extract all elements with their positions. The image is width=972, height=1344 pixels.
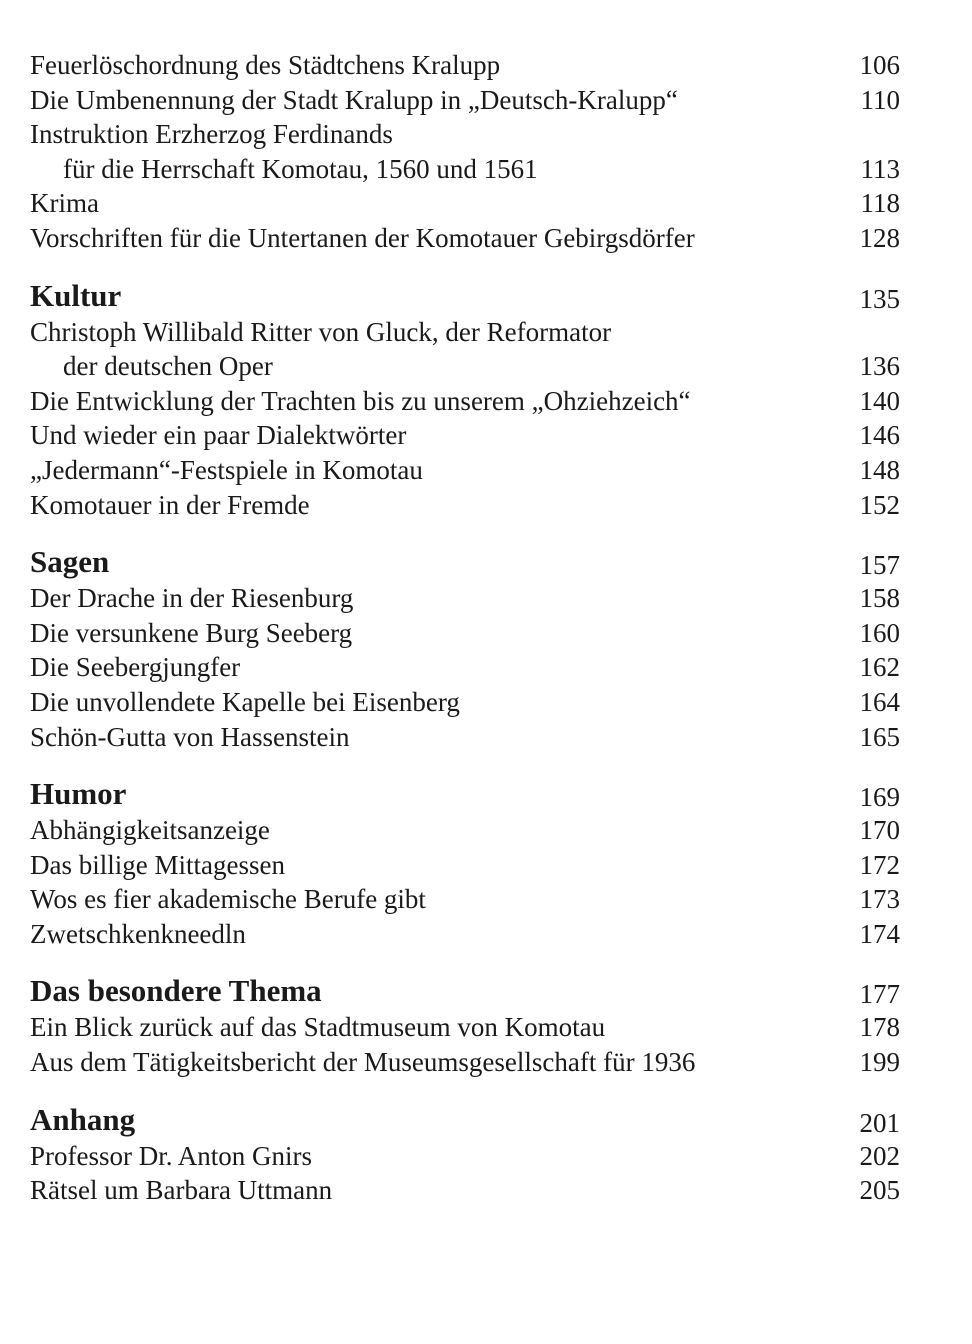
- entry-title: Rätsel um Barbara Uttmann: [30, 1175, 333, 1206]
- entry-title: Feuerlöschordnung des Städtchens Kralupp: [30, 50, 501, 80]
- entry-title: für die Herrschaft Komotau, 1560 und 1561: [63, 153, 538, 184]
- entry-page: 140: [859, 385, 900, 416]
- entry-title: Die versunkene Burg Seeberg: [30, 617, 353, 648]
- section-page: 157: [859, 550, 900, 581]
- toc-entry: [30, 685, 900, 720]
- toc-entry: [30, 581, 900, 616]
- toc-entry: [30, 315, 900, 350]
- toc-entry: [30, 1139, 900, 1174]
- entry-title: Ein Blick zurück auf das Stadtmuseum von Komotau: [30, 1012, 606, 1043]
- entry-title: „Jedermann“-Festspiele in Komotau: [30, 454, 423, 485]
- entry-title: Der Drache in der Riesenburg: [30, 583, 354, 614]
- toc-entry: [30, 488, 900, 523]
- entry-page: 202: [859, 1140, 900, 1171]
- entry-page: 174: [859, 918, 900, 949]
- entry-title: Schön-Gutta von Hassenstein: [30, 721, 350, 752]
- entry-title: Wos es fier akademische Berufe gibt: [30, 884, 426, 915]
- toc-entry: [30, 1010, 900, 1045]
- section-title: Anhang: [30, 1101, 136, 1137]
- toc-entry: [30, 186, 900, 221]
- entry-title: Christoph Willibald Ritter von Gluck, der Reformator: [30, 316, 612, 347]
- entry-page: 136: [859, 351, 900, 382]
- toc-entry: [30, 117, 900, 152]
- toc-entry: [30, 384, 900, 419]
- section-heading: [30, 972, 900, 1010]
- entry-page: 158: [859, 583, 900, 614]
- toc-entry: [30, 848, 900, 883]
- entry-page: 152: [859, 489, 900, 520]
- entry-page: 106: [859, 50, 900, 80]
- section-title: Sagen: [30, 544, 110, 580]
- entry-title: Instruktion Erzherzog Ferdinands: [30, 119, 393, 150]
- entry-page: 173: [859, 884, 900, 915]
- entry-title: Die Seebergjungfer: [30, 652, 241, 683]
- toc-entry: [30, 650, 900, 685]
- toc-entry: [30, 616, 900, 651]
- entry-title: Abhängigkeitsanzeige: [30, 815, 270, 846]
- toc-entry: [30, 1045, 900, 1080]
- section-title: Kultur: [30, 277, 122, 313]
- entry-page: 165: [859, 721, 900, 752]
- toc-entry-continuation: [30, 349, 900, 384]
- section-heading: [30, 277, 900, 315]
- toc-entry: [30, 48, 900, 83]
- toc-entry: [30, 813, 900, 848]
- section-title: Das besondere Thema: [30, 973, 322, 1009]
- entry-title: Und wieder ein paar Dialektwörter: [30, 420, 407, 451]
- toc-entry: [30, 418, 900, 453]
- entry-page: 178: [859, 1012, 900, 1043]
- entry-title: Die Umbenennung der Stadt Kralupp in „Deutsch-Kralupp“: [30, 84, 678, 115]
- entry-page: 164: [859, 686, 900, 717]
- entry-title: Komotauer in der Fremde: [30, 489, 310, 520]
- section-page: 177: [859, 979, 900, 1010]
- section-heading: [30, 775, 900, 813]
- section-page: 169: [859, 782, 900, 813]
- entry-page: 146: [859, 420, 900, 451]
- toc-entry: [30, 882, 900, 917]
- entry-title: Professor Dr. Anton Gnirs: [30, 1140, 312, 1171]
- toc-entry: [30, 453, 900, 488]
- entry-title: Vorschriften für die Untertanen der Komotauer Gebirgsdörfer: [30, 222, 695, 253]
- entry-page: 113: [860, 153, 900, 184]
- entry-title: Krima: [30, 188, 99, 219]
- toc-entry: [30, 221, 900, 256]
- toc-entry: [30, 83, 900, 118]
- entry-page: 199: [859, 1047, 900, 1078]
- entry-title: Die unvollendete Kapelle bei Eisenberg: [30, 686, 460, 717]
- section-heading: [30, 1101, 900, 1139]
- toc-entry: [30, 1173, 900, 1208]
- table-of-contents: [30, 48, 900, 1208]
- entry-page: 160: [859, 617, 900, 648]
- entry-page: 172: [859, 849, 900, 880]
- section-page: 201: [859, 1107, 900, 1138]
- entry-page: 205: [859, 1175, 900, 1206]
- entry-title: Das billige Mittagessen: [30, 849, 285, 880]
- entry-page: 162: [859, 652, 900, 683]
- section-title: Humor: [30, 776, 127, 812]
- section-page: 135: [859, 283, 900, 314]
- toc-entry: [30, 917, 900, 952]
- entry-page: 110: [860, 84, 900, 115]
- entry-title: Zwetschkenkneedln: [30, 918, 246, 949]
- entry-page: 118: [860, 188, 900, 219]
- toc-entry-continuation: [30, 152, 900, 187]
- entry-page: 170: [859, 815, 900, 846]
- entry-title: Aus dem Tätigkeitsbericht der Museumsgesellschaft für 1936: [30, 1047, 696, 1078]
- entry-page: 148: [859, 454, 900, 485]
- entry-page: 128: [859, 222, 900, 253]
- section-heading: [30, 543, 900, 581]
- entry-title: Die Entwicklung der Trachten bis zu unserem „Ohziehzeich“: [30, 385, 691, 416]
- entry-title: der deutschen Oper: [63, 351, 273, 382]
- toc-entry: [30, 720, 900, 755]
